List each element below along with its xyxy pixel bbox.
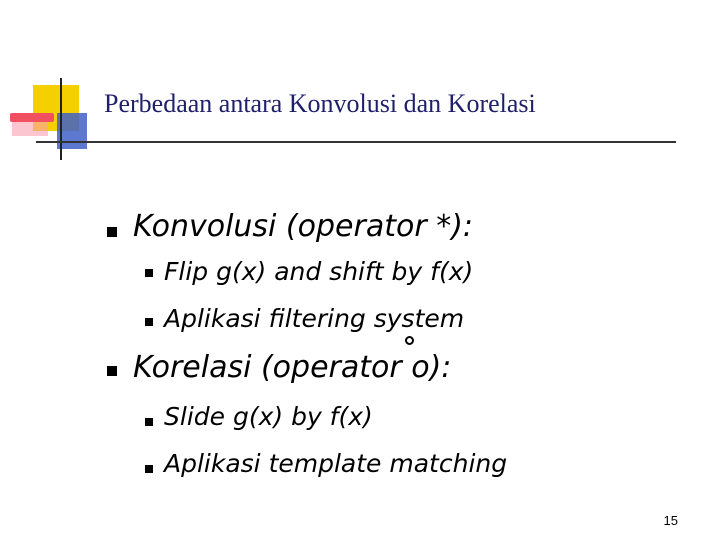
logo-red-bar bbox=[10, 113, 54, 122]
sub-bullet-filtering: Aplikasi filtering system bbox=[164, 304, 465, 333]
logo-vertical-line bbox=[60, 78, 62, 160]
bullet-marker bbox=[107, 366, 117, 376]
bullet-marker bbox=[107, 227, 117, 237]
sub-bullet-slide: Slide g(x) by f(x) bbox=[164, 402, 373, 431]
bullet-korelasi: Korelasi (operator o): bbox=[133, 350, 452, 385]
slide-title: Perbedaan antara Konvolusi dan Korelasi bbox=[104, 89, 536, 118]
correlation-operator-ring bbox=[405, 336, 414, 345]
sub-bullet-marker bbox=[145, 318, 153, 326]
page-number: 15 bbox=[663, 513, 678, 528]
sub-bullet-template: Aplikasi template matching bbox=[164, 449, 508, 478]
sub-bullet-marker bbox=[145, 269, 153, 277]
sub-bullet-marker bbox=[145, 465, 153, 473]
bullet-konvolusi: Konvolusi (operator *): bbox=[133, 209, 474, 244]
sub-bullet-flip: Flip g(x) and shift by f(x) bbox=[164, 257, 474, 286]
title-underline bbox=[36, 141, 676, 143]
sub-bullet-marker bbox=[145, 418, 153, 426]
